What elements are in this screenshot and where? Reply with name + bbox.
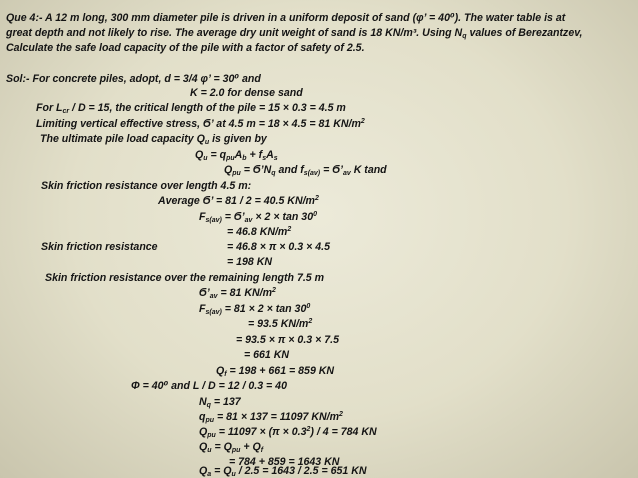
- solution-intro: Sol:- For concrete piles, adopt, d = 3/4 φ’ = 30⁰ and: [6, 73, 261, 85]
- fs-1-value: = 46.8 $KN/m^2$: [227, 226, 292, 238]
- average-stress-line: Average Ϭ’ = 81 / 2 = 40.5 $KN/m^2$: [158, 195, 319, 207]
- skin-friction-heading-1: Skin friction resistance over length 4.5 m:: [41, 180, 252, 192]
- problem-line-3: Calculate the safe load capacity of the pile with a factor of safety of 2.5.: [6, 42, 365, 54]
- qpu-fs-equation: $Q_{pu}$ = $Ϭ’N_q$ and $f_{s(av)}$ = $Ϭ’_{av}$ K tand: [224, 164, 387, 177]
- skin-resistance-label: Skin friction resistance: [41, 241, 158, 253]
- qu-value-line: = 784 + 859 = 1643 KN: [229, 456, 340, 468]
- capacity-equation: $Q_u = q_{pu}A_b + f_sA_s$: [195, 149, 278, 162]
- skin-friction-heading-2: Skin friction resistance over the remaining length 7.5 m: [45, 272, 325, 284]
- fs-2-resistance-equation: = 93.5 × π × 0.3 × 7.5: [236, 334, 339, 346]
- stress-av-line: $Ϭ’_{av} = 81$ $KN/m^2$: [199, 287, 276, 300]
- fs-1-equation: $F_{s(av)}$ = $Ϭ’_{av} \times 2 \times \tan 30^0$: [199, 211, 317, 224]
- skin-resistance-value: = 198 KN: [227, 256, 273, 268]
- ultimate-capacity-line: The ultimate pile load capacity $Q_u$ is given by: [40, 133, 267, 146]
- fs-2-value: = 93.5 $KN/m^2$: [248, 318, 313, 330]
- limiting-stress-line: Limiting vertical effective stress, Ϭ’ at 4.5 m = 18 × 4.5 = 81 $KN/m^2$: [36, 118, 365, 130]
- problem-line-1: Que 4:- A 12 m long, 300 mm diameter pile is driven in a uniform deposit of sand (φ’ = 40⁰). The water table is at: [6, 12, 566, 24]
- qpu-capacity-line: $Q_{pu} = 11097 \times (\pi \times 0.3^2) / 4 = 784$ KN: [199, 426, 377, 439]
- qa-safe-load-line: $Q_a = Q_u / 2.5 = 1643 / 2.5 = 651$ KN: [199, 465, 367, 478]
- problem-line-2: great depth and not likely to rise. The average dry unit weight of sand is 18 KN/m³. Using $N_q$ values of Berezantzev,: [6, 27, 583, 40]
- fs-2-equation: $F_{s(av)} = 81 \times 2 \times \tan 30^0$: [199, 303, 311, 316]
- qf-line: $Q_f = 198 + 661 = 859$ KN: [216, 365, 335, 378]
- phi-line: Φ = 40⁰ and L / D = 12 / 0.3 = 40: [131, 380, 287, 392]
- critical-length-line: For $L_{cr} / D = 15$, the critical length of the pile = 15 × 0.3 = 4.5 m: [36, 102, 346, 115]
- skin-resistance-equation: = 46.8 × π × 0.3 × 4.5: [227, 241, 330, 253]
- qu-line: $Q_u = Q_{pu} + Q_f$: [199, 441, 264, 454]
- k-value-line: K = 2.0 for dense sand: [190, 87, 303, 99]
- qpu-unit-line: $q_{pu} = 81 \times 137 = 11097$ $KN/m^2$: [199, 411, 343, 424]
- nq-line: $N_q = 137$: [199, 396, 241, 409]
- fs-2-resistance-value: = 661 KN: [244, 349, 290, 361]
